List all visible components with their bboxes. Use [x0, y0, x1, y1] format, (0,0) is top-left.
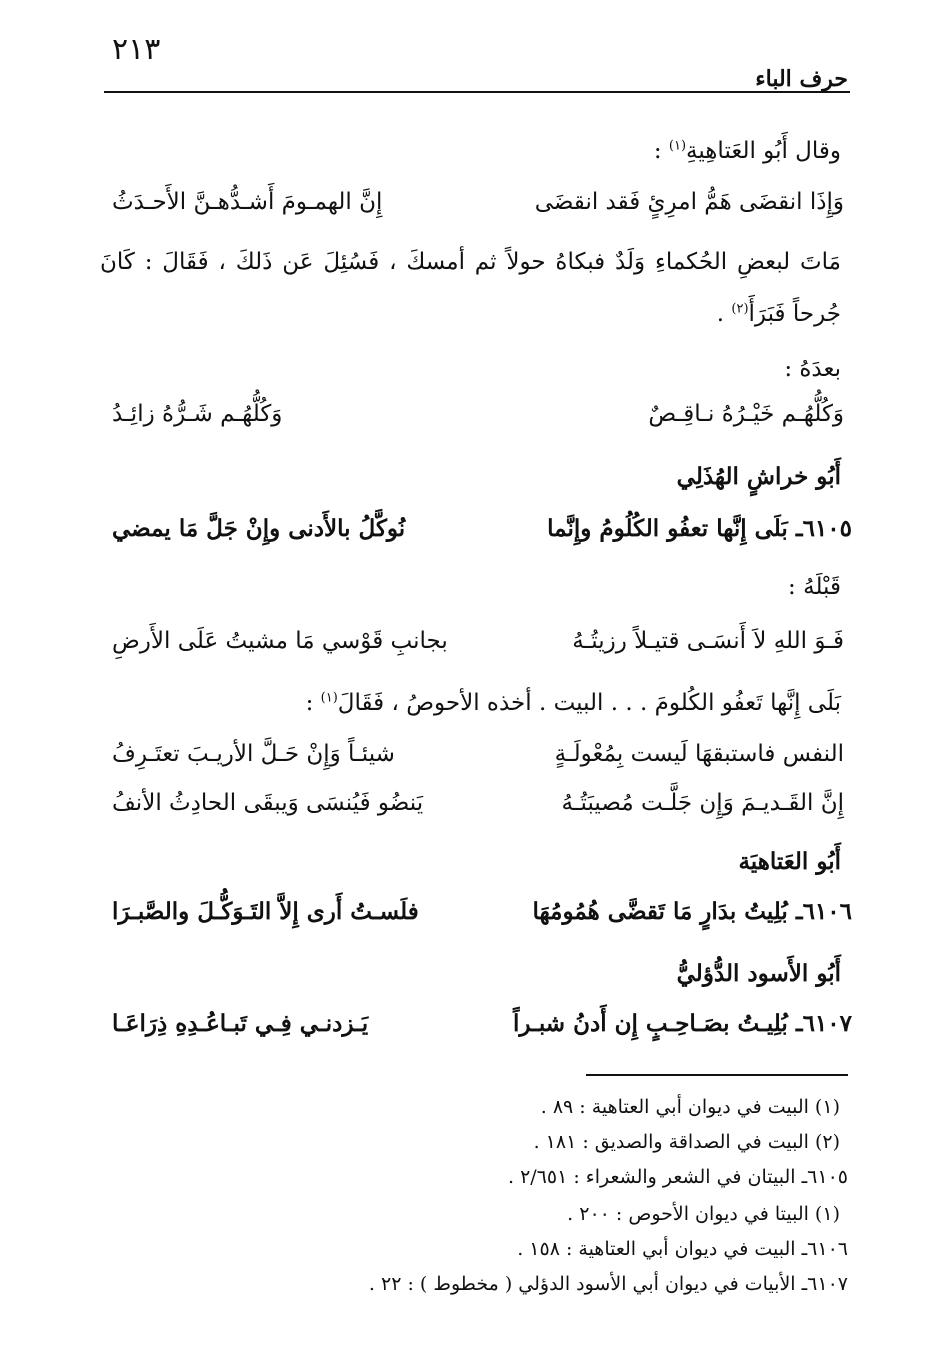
prose-line: مَاتَ لبعضِ الحُكماءِ وَلَدٌ فبكاهُ حولاً ثم أمسكَ ، فَسُئِلَ عَن ذَلكَ ، فَقَالَ : كَانَ: [100, 249, 841, 275]
verse-first-hemistich: [533, 891, 852, 933]
footnote-rule: [586, 1074, 848, 1076]
numbered-verse: [112, 1003, 852, 1045]
before-label: قَبْلَهُ :: [788, 574, 841, 600]
verse-second-hemistich: يَنضُو فَيُنسَى وَيبقَى الحادِثُ الأنفُ: [112, 790, 424, 816]
prose-text: بَلَى إِنَّها تَعفُو الكُلومَ . . . البيت . أخذه الأحوصُ ، فَقَالَ: [337, 690, 841, 716]
entry-number: ٦١٠٦ـ: [795, 898, 852, 925]
verse-first-hemistich: فَـوَ اللهِ لاَ أَنسَـى قتيـلاً رزيتُـهُ: [572, 628, 844, 654]
footnote: ٦١٠٥ـ البيتان في الشعر والشعراء : ٢/٦٥١ .: [507, 1166, 848, 1188]
poet-heading: أَبُو الأَسود الدُّؤليُّ: [676, 960, 841, 987]
hemistich-text: بُلِيـتُ بصَـاحِـبٍ إِن أَدنُ شبـراً: [513, 1010, 788, 1037]
running-head: حرف الباء: [755, 66, 848, 92]
poet-heading: أَبُو خراشٍ الهُذَلِي: [676, 463, 841, 490]
footnote: (٢) البيت في الصداقة والصديق : ١٨١ .: [533, 1131, 840, 1153]
verse-line: [112, 782, 844, 824]
verse-first-hemistich: وَإِذَا انقضَى هَمُّ امرِئٍ فَقد انقضَى: [534, 189, 844, 215]
hemistich-text: بَلَى إِنَّها تعفُو الكُلُومُ وإِنَّما: [547, 515, 788, 542]
footnote: (١) البيت في ديوان أبي العتاهية : ٨٩ .: [540, 1096, 840, 1118]
prose-text: جُرحاً فَبَرَأَ: [748, 301, 841, 327]
verse-line: [112, 733, 844, 775]
intro-line: [654, 132, 841, 170]
footnote-ref: (٢): [731, 301, 749, 317]
footnote: (١) البيتا في ديوان الأحوص : ٢٠٠ .: [567, 1203, 840, 1225]
prose-line: [306, 684, 841, 722]
poet-heading: أَبُو العَتاهيَة: [738, 848, 841, 875]
verse-first-hemistich: [547, 508, 852, 550]
footnote: ٦١٠٧ـ الأبيات في ديوان أبي الأسود الدؤلي ( مخطوط ) : ٢٢ .: [368, 1273, 848, 1295]
verse-first-hemistich: وَكُلُّهُـم خَيْـرُهُ نـاقِـصٌ: [648, 401, 844, 427]
verse-line: [112, 181, 844, 223]
numbered-verse: [112, 891, 852, 933]
page-number: ٢١٣: [112, 32, 161, 67]
numbered-verse: [112, 508, 852, 550]
verse-second-hemistich: إِنَّ الهمـومَ أَشـدُّهـنَّ الأَحـدَثُ: [112, 189, 383, 215]
after-label: بعدَهُ :: [784, 356, 841, 382]
prose-line-continued: [717, 295, 841, 333]
verse-second-hemistich: يَـزدنـي فِـي تَبـاعُـدِهِ ذِرَاعَـا: [112, 1010, 369, 1037]
prose-tail: :: [305, 690, 321, 716]
entry-number: ٦١٠٧ـ: [795, 1010, 852, 1037]
verse-first-hemistich: النفس فاستبقهَا لَيست بِمُعْولَـةٍ: [554, 741, 844, 767]
hemistich-text: بُلِيتُ بدَارٍ مَا تَقضَّى هُمُومُهَا: [532, 898, 788, 925]
intro-text: وقال أَبُو العَتاهِيةِ: [686, 138, 841, 164]
verse-first-hemistich: [513, 1003, 852, 1045]
header-rule: [104, 91, 850, 93]
entry-number: ٦١٠٥ـ: [795, 515, 852, 542]
prose-tail: .: [716, 301, 732, 327]
footnote: ٦١٠٦ـ البيت في ديوان أبي العتاهية : ١٥٨ .: [517, 1238, 848, 1260]
verse-second-hemistich: وَكُلُّهُـم شَـرُّهُ زائِـدُ: [112, 401, 283, 427]
verse-second-hemistich: بجانبِ قَوْسي مَا مشيتُ عَلَى الأَرضِ: [112, 628, 448, 654]
verse-line: [112, 620, 844, 662]
intro-tail: :: [653, 138, 669, 164]
verse-first-hemistich: إِنَّ القَـديـمَ وَإِن جَلَّـت مُصيبَتُـهُ: [561, 790, 844, 816]
verse-second-hemistich: شيئـاً وَإِنْ حَـلَّ الأريـبَ تعتَـرِفُ: [112, 741, 395, 767]
verse-second-hemistich: فلَسـتُ أَرى إِلاَّ التَـوَكُّـلَ والصَّبـرَا: [112, 898, 419, 925]
verse-second-hemistich: نُوكَّلُ بالأَدنى وإِنْ جَلَّ مَا يمضي: [112, 515, 406, 542]
footnote-ref: (١): [668, 138, 687, 154]
footnote-ref: (١): [320, 690, 338, 706]
verse-line: [112, 393, 844, 435]
